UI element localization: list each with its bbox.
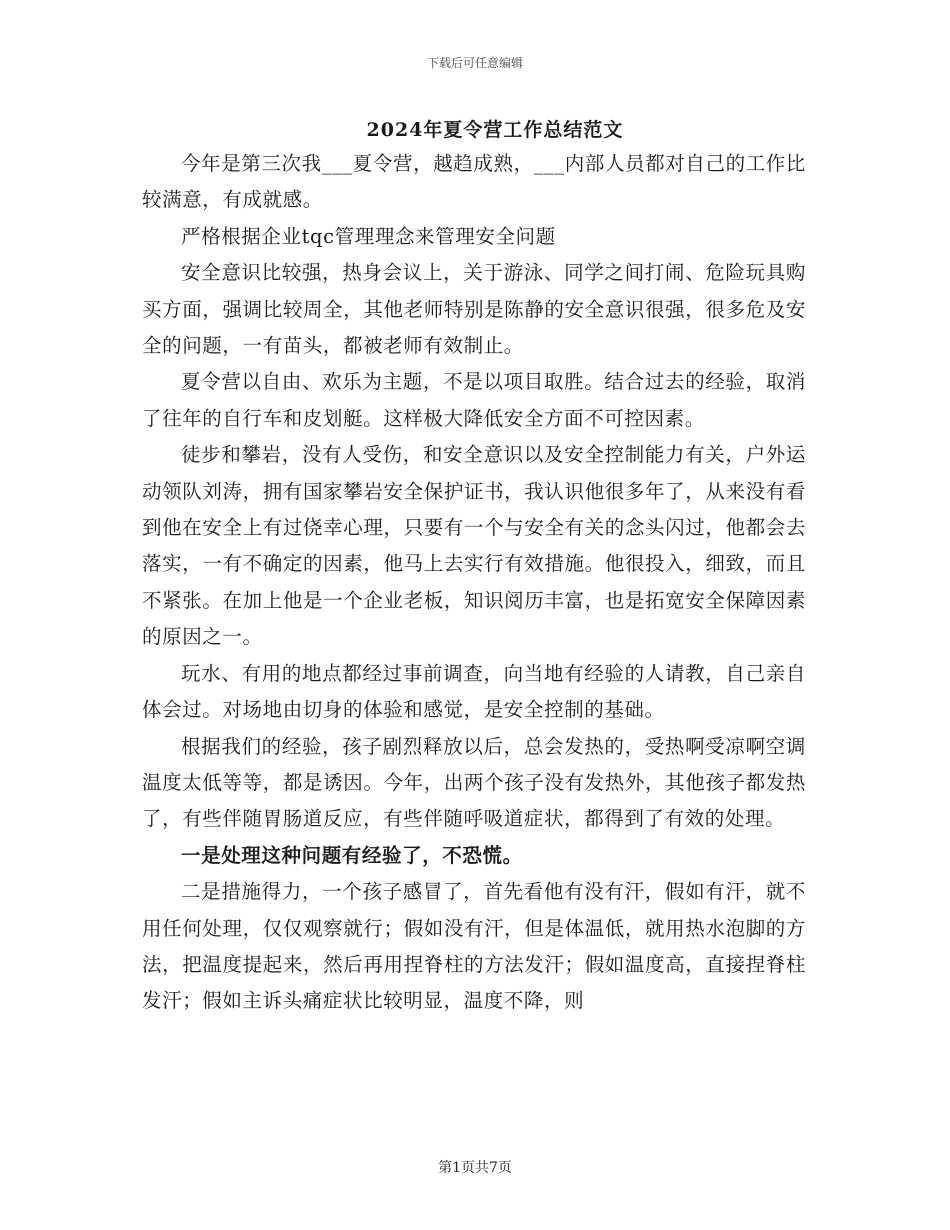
paragraph: 根据我们的经验，孩子剧烈释放以后，总会发热的，受热啊受凉啊空调温度太低等等，都是诱因。今年，出两个孩子没有发热外，其他孩子都发热了，有些伴随胃肠道反应，有些伴随呼吸道症状，都得到了有效的处理。: [142, 734, 806, 831]
paragraph: 严格根据企业tqc管理理念来管理安全问题: [181, 224, 556, 248]
paragraph: 二是措施得力，一个孩子感冒了，首先看他有没有汗，假如有汗，就不用任何处理，仅仅观察就行；假如没有汗，但是体温低，就用热水泡脚的方法，把温度提起来，然后再用捏脊柱的方法发汗；假如温度高，直接捏脊柱发汗；假如主诉头痛症状比较明显，温度不降，则: [142, 880, 806, 1013]
page-footer-number: 第1页共7页: [438, 1160, 512, 1176]
paragraph: 今年是第三次我___夏令营，越趋成熟，___内部人员都对自己的工作比较满意，有成就感。: [142, 152, 806, 212]
paragraph: 徒步和攀岩，没有人受伤，和安全意识以及安全控制能力有关，户外运动领队刘涛，拥有国家攀岩安全保护证书，我认识他很多年了，从来没有看到他在安全上有过侥幸心理，只要有一个与安全有关的念头闪过，他都会去落实，一有不确定的因素，他马上去实行有效措施。他很投入，细致，而且不紧张。在加上他是一个企业老板，知识阅历丰富，也是拓宽安全保障因素的原因之一。: [142, 443, 806, 649]
document-title: 2024年夏令营工作总结范文: [366, 119, 624, 141]
document-body: [142, 146, 806, 1020]
paragraph: 夏令营以自由、欢乐为主题，不是以项目取胜。结合过去的经验，取消了往年的自行车和皮划艇。这样极大降低安全方面不可控因素。: [142, 370, 806, 430]
paragraph: 玩水、有用的地点都经过事前调查，向当地有经验的人请教，自己亲自体会过。对场地由切身的体验和感觉，是安全控制的基础。: [142, 661, 806, 722]
paragraph-bold: 一是处理这种问题有经验了，不恐慌。: [181, 843, 523, 867]
page-header-note: 下载后可任意编辑: [426, 56, 523, 70]
paragraph: 安全意识比较强，热身会议上，关于游泳、同学之间打闹、危险玩具购买方面，强调比较周全，其他老师特别是陈静的安全意识很强，很多危及安全的问题，一有苗头，都被老师有效制止。: [142, 261, 806, 358]
